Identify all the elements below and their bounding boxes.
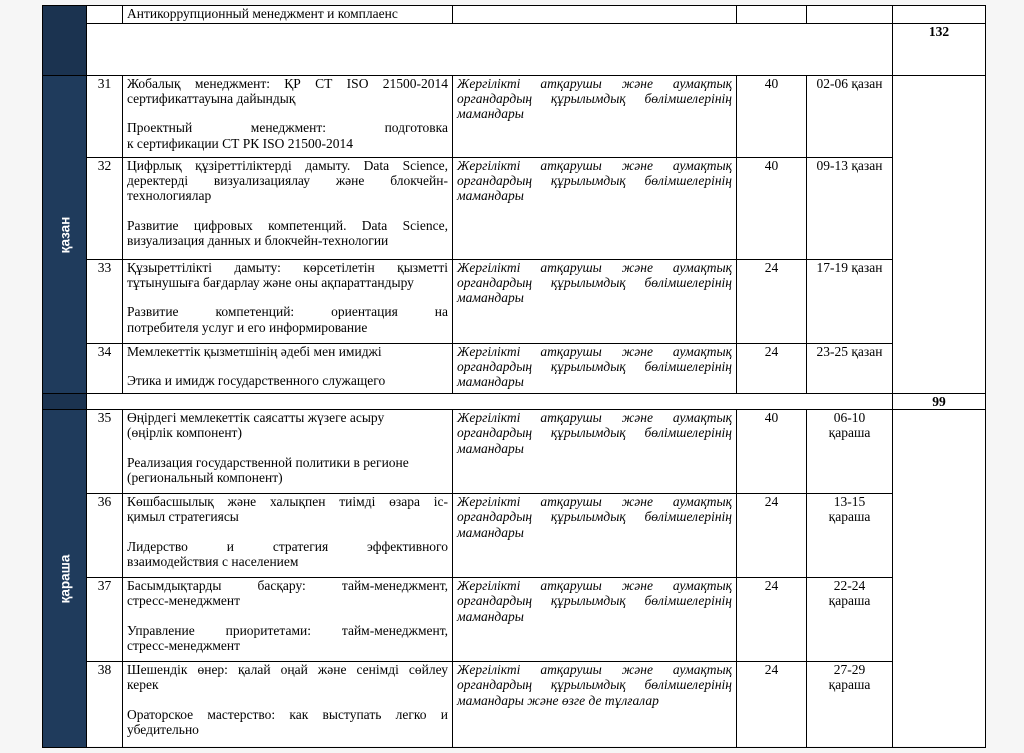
hours-cell: 24: [737, 578, 807, 662]
course-title-cell: Мемлекеттік қызметшінің әдебі мен имиджі Этика и имидж государственного служащего: [123, 344, 453, 394]
course-title-ru: Антикоррупционный менеджмент и комплаенс: [127, 6, 398, 21]
month-cell-gap: [43, 394, 87, 410]
month-label-october: қазан: [56, 216, 72, 253]
table-row: [43, 494, 986, 578]
total-value: 99: [893, 394, 986, 410]
audience-cell: Жергілікті атқарушы және аумақтық органдардың құрылымдық бөлімшелерінің мамандары: [453, 344, 737, 394]
row-number: 36: [87, 494, 123, 578]
training-schedule-table: [42, 5, 986, 748]
hours-cell: 24: [737, 662, 807, 748]
hours-cell: 24: [737, 494, 807, 578]
audience-cell: Жергілікті атқарушы және аумақтық органдардың құрылымдық бөлімшелерінің мамандары: [453, 260, 737, 344]
dates-cell: 13-15 қараша: [807, 494, 893, 578]
course-title-cell: Құзыреттілікті дамыту: көрсетілетін қызметті тұтынушыға бағдарлау және оны ақпараттандыру Развитие компетенций: ориентация на потребителя услуг и его информирование: [123, 260, 453, 344]
table-row: [43, 344, 986, 394]
dates-cell: 22-24 қараша: [807, 578, 893, 662]
audience-cell: Жергілікті атқарушы және аумақтық органдардың құрылымдық бөлімшелерінің мамандары: [453, 76, 737, 158]
table-row: [43, 578, 986, 662]
hours-cell: 40: [737, 76, 807, 158]
month-cell-previous: [43, 6, 87, 76]
hours-cell: 40: [737, 158, 807, 260]
total-row: [43, 24, 986, 76]
row-number: 33: [87, 260, 123, 344]
dates-cell: 17-19 қазан: [807, 260, 893, 344]
course-title-cell: Шешендік өнер: қалай оңай және сенімді сөйлеу керек Ораторское мастерство: как выступать легко и убедительно: [123, 662, 453, 748]
month-label-november: қараша: [56, 554, 72, 604]
month-cell-november: [43, 410, 87, 748]
course-title-cell: Жобалық менеджмент: ҚР СТ ISO 21500-2014 сертификаттауына дайындық Проектный менеджмент: подготовка к сертификации СТ РК ISO 21500-2014: [123, 76, 453, 158]
course-title-cell: Цифрлық құзіреттіліктерді дамыту. Data Science, деректерді визуализациялау және блокчейн- технологиялар Развитие цифровых компетенций. Data Science, визуализация данных и блокчейн-технологии: [123, 158, 453, 260]
total-cell: [893, 76, 986, 394]
table-row: [43, 6, 986, 24]
course-title-cell: Көшбасшылық және халықпен тиімді өзара іс- қимыл стратегиясы Лидерство и стратегия эффективного взаимодействия с населением: [123, 494, 453, 578]
dates-cell: 23-25 қазан: [807, 344, 893, 394]
dates-cell: [807, 6, 893, 24]
course-title-cell: [123, 6, 453, 24]
hours-cell: 24: [737, 344, 807, 394]
row-number-cell: [87, 6, 123, 24]
hours-cell: 40: [737, 410, 807, 494]
total-row-spacer: [87, 394, 893, 410]
total-row: [43, 394, 986, 410]
audience-cell: Жергілікті атқарушы және аумақтық органдардың құрылымдық бөлімшелерінің мамандары: [453, 494, 737, 578]
dates-cell: 02-06 қазан: [807, 76, 893, 158]
course-title-cell: Өңірдегі мемлекеттік саясатты жүзеге асыру (өңірлік компонент) Реализация государственной политики в регионе (региональный компонент): [123, 410, 453, 494]
hours-cell: 24: [737, 260, 807, 344]
row-number: 34: [87, 344, 123, 394]
hours-cell: [737, 6, 807, 24]
table-row: [43, 410, 986, 494]
audience-cell: [453, 6, 737, 24]
row-number: 35: [87, 410, 123, 494]
total-cell: [893, 6, 986, 24]
audience-cell: Жергілікті атқарушы және аумақтық органдардың құрылымдық бөлімшелерінің мамандары: [453, 158, 737, 260]
total-row-spacer: [87, 24, 893, 76]
row-number: 31: [87, 76, 123, 158]
audience-cell: Жергілікті атқарушы және аумақтық органдардың құрылымдық бөлімшелерінің мамандары: [453, 578, 737, 662]
row-number: 37: [87, 578, 123, 662]
row-number: 32: [87, 158, 123, 260]
total-value: 132: [893, 24, 986, 76]
table-row: [43, 76, 986, 158]
audience-cell: Жергілікті атқарушы және аумақтық органдардың құрылымдық бөлімшелерінің мамандары: [453, 410, 737, 494]
total-cell: [893, 410, 986, 748]
dates-cell: 09-13 қазан: [807, 158, 893, 260]
dates-cell: 06-10 қараша: [807, 410, 893, 494]
table-row: [43, 158, 986, 260]
dates-cell: 27-29 қараша: [807, 662, 893, 748]
row-number: 38: [87, 662, 123, 748]
course-title-cell: Басымдықтарды басқару: тайм-менеджмент, стресс-менеджмент Управление приоритетами: тайм-менеджмент, стресс-менеджмент: [123, 578, 453, 662]
table-row: [43, 662, 986, 748]
audience-cell: Жергілікті атқарушы және аумақтық органдардың құрылымдық бөлімшелерінің мамандары және өзге де тұлғалар: [453, 662, 737, 748]
month-cell-october: [43, 76, 87, 394]
table-row: [43, 260, 986, 344]
